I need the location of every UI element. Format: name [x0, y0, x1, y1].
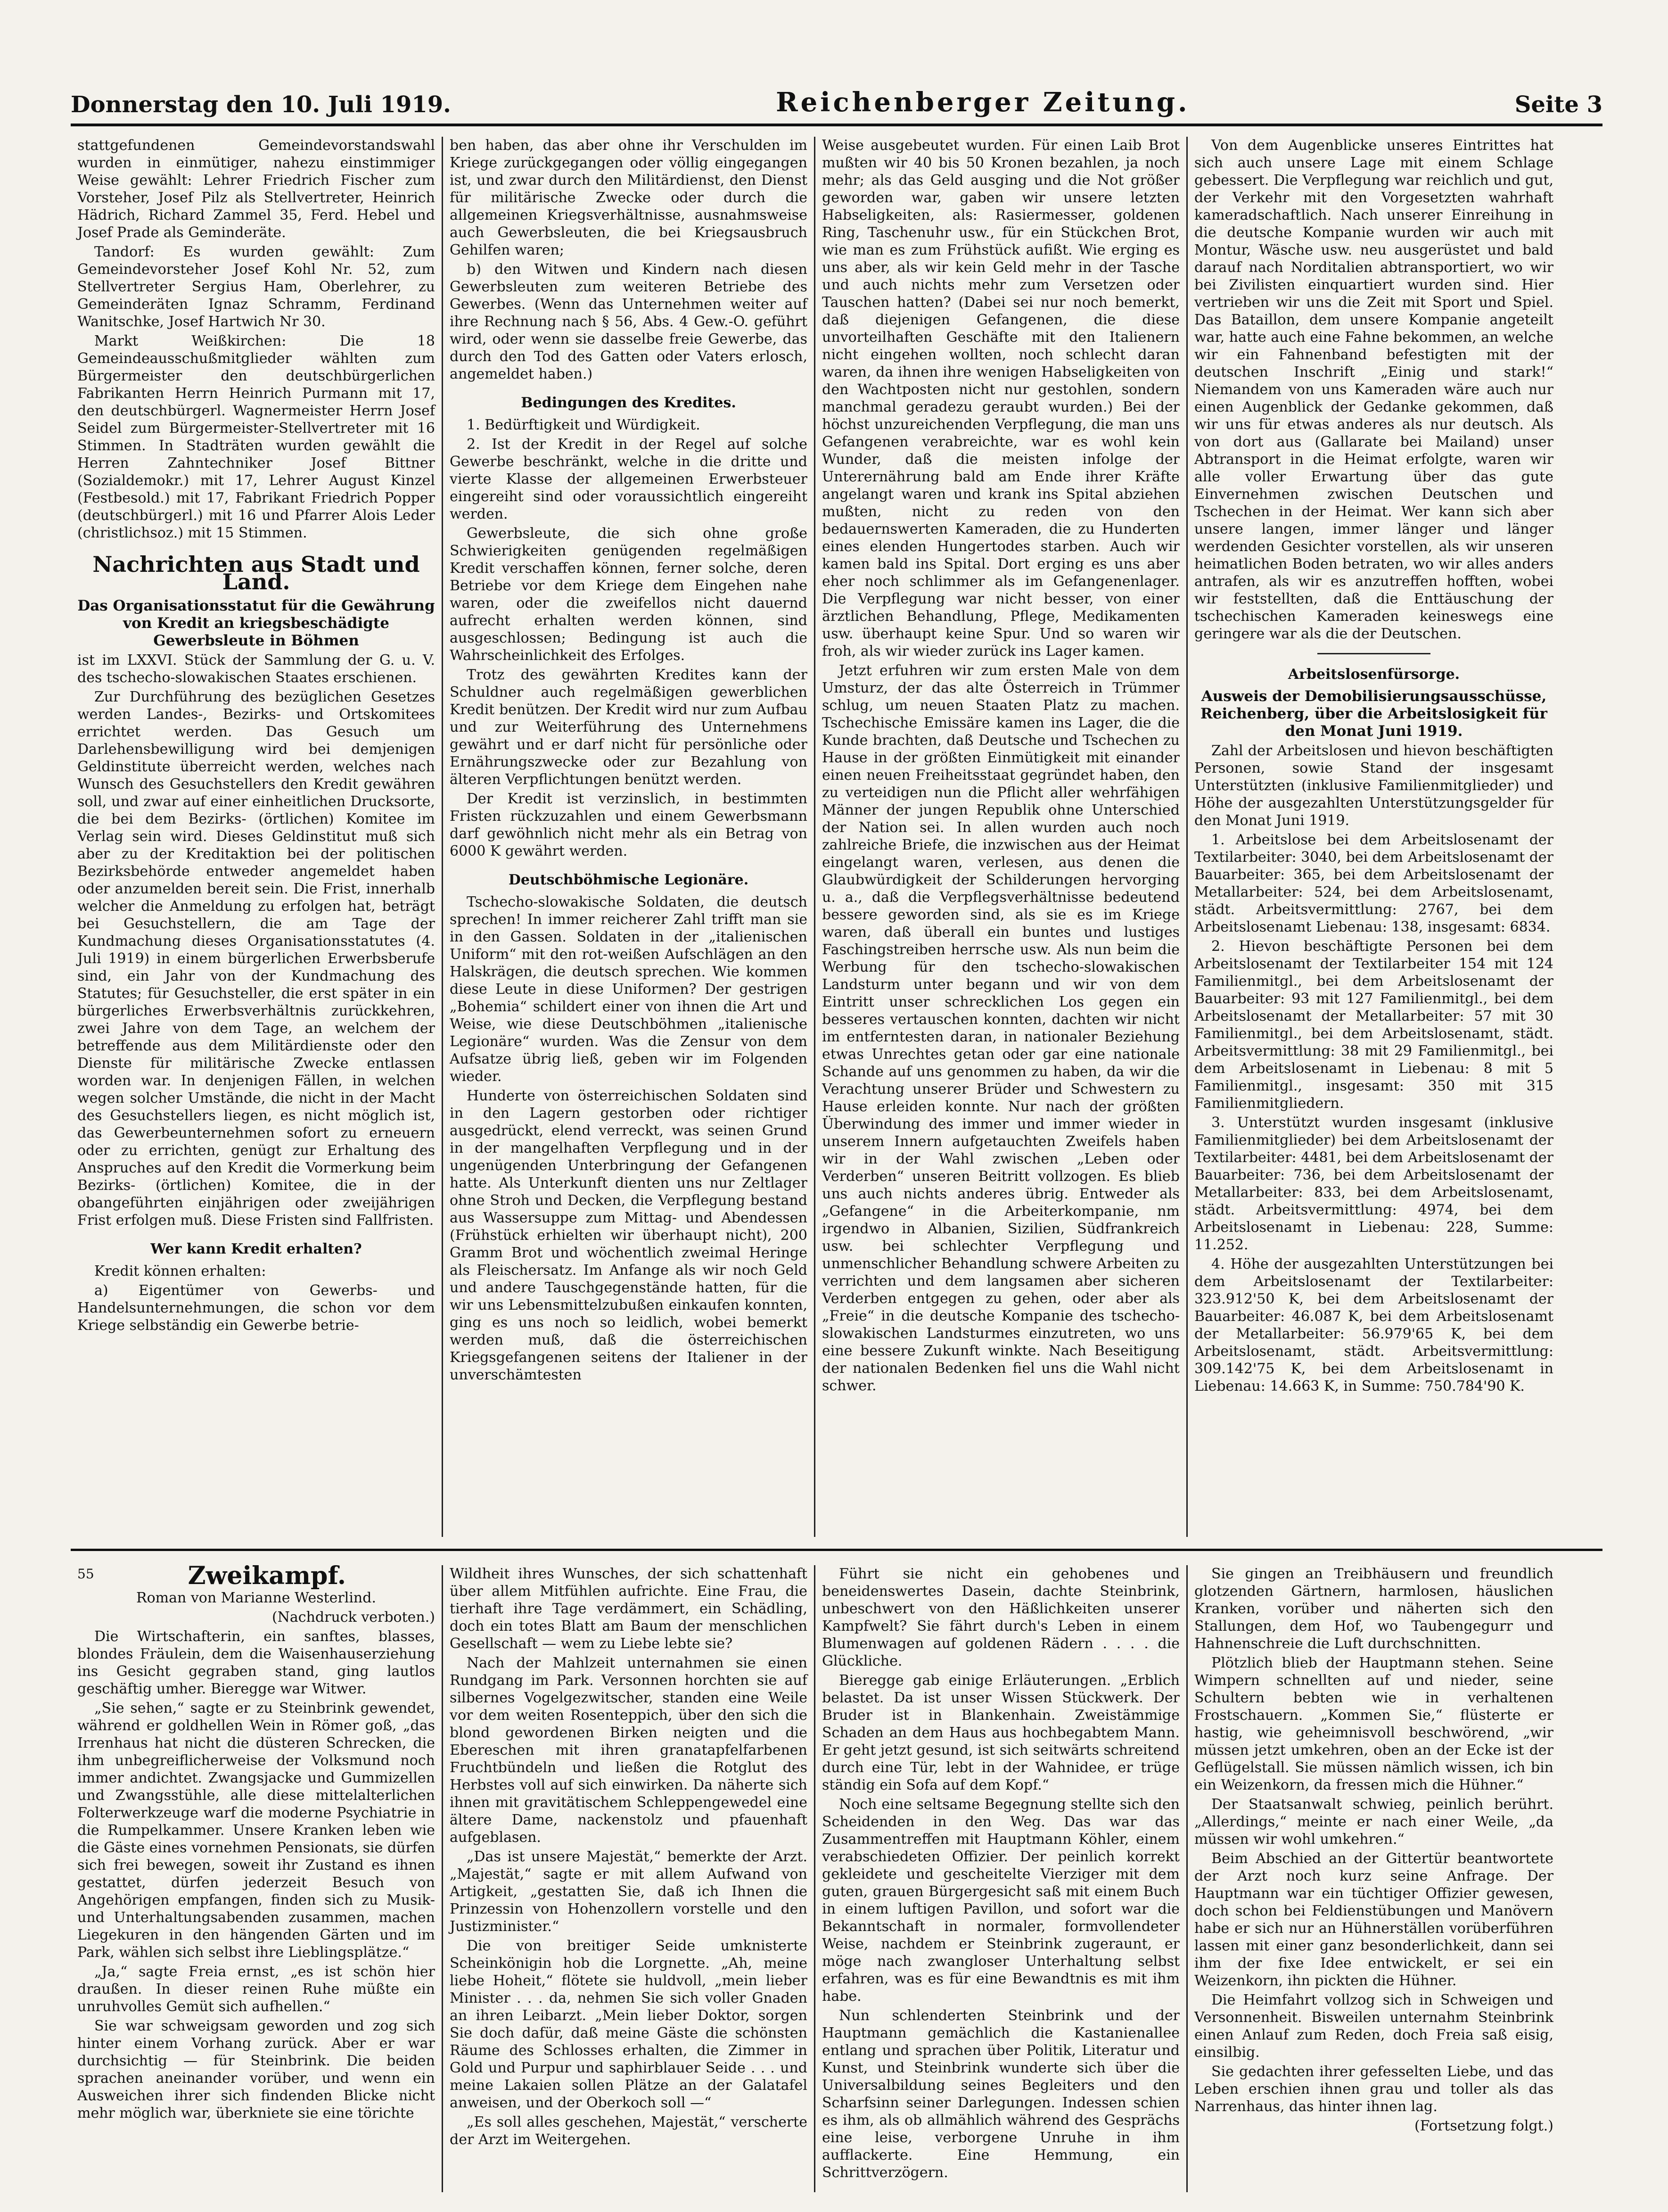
column-4	[1188, 137, 1560, 1537]
article-heading: Das Organisationsstatut für die Gewährung von Kredit an kriegsbeschädigte Gewerbsleute in Böhmen	[77, 597, 435, 649]
paragraph: 1. Bedürftigkeit und Würdigkeit.	[467, 417, 700, 433]
column-2	[443, 137, 815, 1537]
paragraph: Markt Weißkirchen: Die 18 Gemeindeausschußmitglieder wählten zum Bürgermeister den deutschbürgerlichen Fabrikanten Herrn Heinrich Purmann mit 17, den deutschbürgerl. Wagnermeister Herrn Josef Seidel zum Bürgermeister-Stellvertreter mit 16 Stimmen. In Stadträten wurden gewählt die Herren Zahntechniker Josef Bittner (Sozialdemokr.) mit 17, Lehrer August Kinzel (Festbesold.) mit 17, Fabrikant Friedrich Popper (deutschbürgerl.) mit 16 und Pfarrer Alois Leder (christlichsoz.) mit 15 Stimmen.	[77, 333, 435, 541]
feuilleton-column-4	[1188, 1565, 1560, 2192]
novel-author: Roman von Marianne Westerlind.	[136, 1590, 376, 1606]
continuation-note: (Fortsetzung folgt.)	[1414, 2118, 1553, 2134]
paragraph: Weise ausgebeutet wurden. Für einen Laib Brot mußten wir 40 bis 50 Kronen bezahlen, ja noch mehr; als das Geld ausging und die Not größer geworden war, gaben wir unsere letzten Habseligkeiten, als: Rasiermesser, goldenen Ring, Taschenuhr usw., für ein Stückchen Brot, wie man es zum Frühstück aufißt. Wie erging es uns aber, als wir kein Geld mehr in der Tasche und auch nichts mehr zum Versetzen oder Tauschen hatten? (Dabei sei nur noch bemerkt, daß diejenigen Gefangenen, die diese unvorteilhaften Geschäfte mit den Italienern nicht eingehen wollten, noch schlecht daran waren, da ihnen ihre wenigen Habseligkeiten von den Wachtposten nicht nur gestohlen, sondern manchmal geradezu geraubt wurden.) Bei der höchst unzureichenden Verpflegung, die man uns Gefangenen verabreichte, war es wohl kein Wunder, daß die meisten infolge der Unterernährung bald am Ende ihrer Kräfte angelangt waren und krank ins Spital abziehen mußten, nicht zu reden von den bedauernswerten Kameraden, die zu Hunderten eines elenden Hungertodes starben. Auch wir kamen bald ins Spital. Dort erging es uns aber eher noch schlimmer als im Gefangenenlager. Die Verpflegung war nicht besser, von einer ärztlichen Behandlung, Pflege, Medikamenten usw. überhaupt keine Spur. Und so waren wir froh, als wir wieder zurück ins Lager kamen.	[822, 137, 1180, 660]
paragraph: Führt sie nicht ein gehobenes und beneidenswertes Dasein, dachte Steinbrink, unbeschwert von den Häßlichkeiten unserer Kampfwelt? Sie fährt durch's Leben in einem Blumenwagen auf goldenen Rädern . . . . die Glückliche.	[822, 1566, 1180, 1669]
paragraph: a) Eigentümer von Gewerbs- und Handelsunternehmungen, die schon vor dem Kriege selbständig ein Gewerbe betrie-	[77, 1282, 435, 1334]
masthead	[71, 80, 1602, 118]
paragraph: b) den Witwen und Kindern nach diesen Gewerbsleuten zum weiteren Betriebe des Gewerbes. (Wenn das Unternehmen weiter auf ihre Rechnung nach § 56, Abs. 4 Gew.-O. geführt wird, oder wenn sie dasselbe freie Gewerbe, das durch den Tod des Gatten oder Vaters erlosch, angemeldet haben.)	[450, 261, 807, 382]
masthead-title: Reichenberger Zeitung.	[776, 87, 1190, 118]
paragraph: Sie gingen an Treibhäusern und freundlich glotzenden Gärtnern, harmlosen, häuslichen Kranken, vorüber und näherten sich den Stallungen, dem Hof, wo Taubengegurr und Hahnenschreie die Luft durchschnitten.	[1194, 1566, 1553, 1652]
paragraph: Noch eine seltsame Begegnung stellte sich den Scheidenden in den Weg. Das war das Zusammentreffen mit Hauptmann Köhler, einem verabschiedeten Offizier. Der peinlich korrekt gekleidete und gescheitelte Vierziger mit dem guten, grauen Bürgergesicht saß mit einem Buch in einem luftigen Pavillon, und sofort war die Bekanntschaft in normaler, formvollendeter Weise, nachdem er Steinbrink zugeraunt, er möge nach zwangloser Unterhaltung selbst erfahren, was es für eine Bewandtnis es mit ihm habe.	[822, 1796, 1180, 2005]
feuilleton-section	[71, 1565, 1602, 2192]
article-heading: Deutschböhmische Legionäre.	[508, 872, 749, 888]
masthead-date: Donnerstag den 10. Juli 1919.	[71, 91, 451, 118]
paragraph: Die von breitiger Seide umknisterte Scheinkönigin hob die Lorgnette. „Ah, meine liebe Hoheit,“ flötete sie huldvoll, „mein lieber Minister . . . da, nehmen Sie sich voller Gnaden an ihren Leibarzt. „Mein lieber Doktor, sorgen Sie doch dafür, daß meine Gäste die schönsten Räume des Schlosses erhalten, die Zimmer in Gold und Purpur und saphirblauer Seide . . . und meine Lakaien sollen Plätze an der Galatafel anweisen, und der Oberkoch soll —“	[450, 1938, 807, 2111]
paragraph: „Es soll alles geschehen, Majestät,“ verscherte der Arzt im Weitergehen.	[450, 2114, 807, 2148]
paragraph: Tandorf: Es wurden gewählt: Zum Gemeindevorsteher Josef Kohl Nr. 52, zum Stellvertreter Sergius Ham, Oberlehrer, zu Gemeinderäten Ignaz Schramm, Ferdinand Wanitschke, Josef Hartwich Nr 30.	[77, 244, 435, 330]
paragraph: Trotz des gewährten Kredites kann der Schuldner auch regelmäßigen gewerblichen Kredit benützen. Der Kredit wird nur zum Aufbau und zur Weiterführung des Unternehmens gewährt und er darf nicht für persönliche oder Ernährungszwecke oder zur Bezahlung von älteren Verpflichtungen benützt werden.	[450, 667, 807, 788]
paragraph: Der Staatsanwalt schwieg, peinlich berührt. „Allerdings,“ meinte er nach einer Weile, „da müssen wir wohl umkehren.“	[1194, 1796, 1553, 1848]
paragraph: Nun schlenderten Steinbrink und der Hauptmann gemächlich die Kastanienallee entlang und sprachen über Politik, Literatur und Kunst, und Steinbrink wunderte sich über die Universalbildung seines Begleiters und den Scharfsinn seiner Darlegungen. Indessen schien es ihm, als ob allmählich während des Gesprächs eine leise, verborgene Unruhe in ihm aufflackerte. Eine Hemmung, ein Schrittverzögern.	[822, 2007, 1180, 2181]
news-section	[71, 137, 1602, 1537]
section-heading: Nachrichten aus Stadt und Land.	[92, 552, 420, 594]
article-subheading: Ausweis der Demobilisierungsausschüsse, Reichenberg, über die Arbeitslosigkeit für den Monat Juni 1919.	[1200, 688, 1547, 740]
feuilleton-column-1	[71, 1565, 443, 2192]
paragraph: Zahl der Arbeitslosen und hievon beschäftigten Personen, sowie Stand der insgesamt Unterstützten (inklusive Familienmitglieder) und Höhe der ausgezahlten Unterstützungsgelder für den Monat Juni 1919.	[1194, 743, 1553, 829]
paragraph: Bieregge gab einige Erläuterungen. „Erblich belastet. Da ist unser Wissen Stückwerk. Der Bruder ist in Blankenhain. Zweistämmige Schaden an dem Haus aus hochbegabtem Mann. Er geht jetzt gesund, ist sich seitwärts schreitend durch eine Tür, lebt in der Wahnidee, er trüge ständig ein Sofa auf dem Kopf.“	[822, 1672, 1180, 1793]
paragraph: Sie war schweigsam geworden und zog sich hinter einem Vorhang zurück. Aber er war durchsichtig — für Steinbrink. Die beiden sprachen aneinander vorüber, und wenn ein Ausweichen ihrer sich findenden Blicke nicht mehr möglich war, überkniete sie eine törichte	[77, 2018, 435, 2121]
paragraph: „Das ist unsere Majestät,“ bemerkte der Arzt. „Majestät,“ sagte er mit allem Aufwand von Artigkeit, „gestatten Sie, daß ich Ihnen die Prinzessin von Hohenzollern vorstelle und den Justizminister.“	[450, 1849, 807, 1935]
paragraph: Hunderte von österreichischen Soldaten sind in den Lagern gestorben oder richtiger ausgedrückt, elend verreckt, was seinen Grund in der mangelhaften Verpflegung und in der ungenügenden Unterbringung der Gefangenen hatte. Als Unterkunft dienten uns nur Zeltlager ohne Stroh und Decken, die Verpflegung bestand aus Wassersuppe zum Mittag- und Abendessen (Frühstück erhielten wir überhaupt nicht), 200 Gramm Brot und wöchentlich zweimal Heringe als Fleischersatz. Im Anfange als wir noch Geld und andere Tauschgegenstände hatten, für die wir uns Lebensmittelzubußen einkaufen konnten, ging es uns noch so leidlich, wobei bemerkt werden muß, daß die österreichischen Kriegsgefangenen seitens der Italiener in der unverschämtesten	[450, 1088, 807, 1383]
paragraph: Sie gedachten ihrer gefesselten Liebe, und das Leben erschien ihnen grau und toller als das Narrenhaus, das hinter ihnen lag.	[1194, 2063, 1553, 2115]
paragraph: Die Heimfahrt vollzog sich in Schweigen und Versonnenheit. Bisweilen unternahm Steinbrink einen Anlauf zum Reden, doch Freia saß eisig, einsilbig.	[1194, 1992, 1553, 2061]
paragraph: 1. Arbeitslose bei dem Arbeitslosenamt der Textilarbeiter: 3040, bei dem Arbeitslosenamt der Bauarbeiter: 365, bei dem Arbeitslosenamt der Metallarbeiter: 524, bei dem Arbeitslosenamt, städt. Arbeitsvermittlung: 2767, bei dem Arbeitslosenamt Liebenau: 138, insgesamt: 6834.	[1194, 832, 1553, 935]
masthead-page: Seite 3	[1514, 91, 1602, 118]
novel-title: Zweikampf.	[188, 1565, 346, 1590]
subheading: Wer kann Kredit erhalten?	[150, 1241, 362, 1257]
paragraph: Nach der Mahlzeit unternahmen sie einen Rundgang im Park. Versonnen horchten sie auf silbernes Vogelgezwitscher, standen eine Weile vor dem weiten Rosenteppich, über den sich die blond gewordenen Birken neigten und die Ebereschen mit ihren granatapfelfarbenen Fruchtbündeln und ließen die Rotglut des Herbstes voll auf sich einwirken. Da näherte sich ihnen mit gravitätischem Schleppengewedel eine ältere Dame, nackenstolz und pfauenhaft aufgeblasen.	[450, 1655, 807, 1846]
column-3	[815, 137, 1188, 1537]
paragraph: Kredit können erhalten:	[94, 1263, 266, 1279]
article-heading: Arbeitslosenfürsorge.	[1288, 666, 1460, 683]
paragraph: 2. Hievon beschäftigte Personen bei dem Arbeitslosenamt der Textilarbeiter 154 mit 124 Familienmitgl., bei dem Arbeitslosenamt der Bauarbeiter: 93 mit 127 Familienmitgl., bei dem Arbeitslosenamt der Metallarbeiter: 57 mit 30 Familienmitgl., bei dem Arbeitslosenamt, städt. Arbeitsvermittlung: 38 mit 29 Familienmitgl., bei dem Arbeitslosenamt in Liebenau: 8 mit 5 Familienmitgl., insgesamt: 350 mit 315 Familienmitgliedern.	[1194, 938, 1553, 1112]
paragraph: 2. Ist der Kredit in der Regel auf solche Gewerbe beschränkt, welche in die dritte und vierte Klasse der allgemeinen Erwerbsteuer eingereiht sind oder voraussichtlich eingereiht werden.	[450, 436, 807, 522]
paragraph: „Ja,“ sagte Freia ernst, „es ist schön hier draußen. In dieser reinen Ruhe müßte ein unruhvolles Gemüt sich aufhellen.“	[77, 1964, 435, 2015]
paragraph: Der Kredit ist verzinslich, in bestimmten Fristen rückzuzahlen und einem Gewerbsmann darf gewöhnlich nicht mehr als ein Betrag von 6000 K gewährt werden.	[450, 791, 807, 859]
paragraph: Die Wirtschafterin, ein sanftes, blasses, blondes Fräulein, dem die Waisenhauserziehung ins Gesicht gegraben stand, ging lautlos geschäftig umher. Bieregge war Witwer.	[77, 1628, 435, 1697]
paragraph: 4. Höhe der ausgezahlten Unterstützungen bei dem Arbeitslosenamt der Textilarbeiter: 323.912'50 K, bei dem Arbeitslosenamt der Bauarbeiter: 46.087 K, bei dem Arbeitslosenamt der Metallarbeiter: 56.979'65 K, bei dem Arbeitslosenamt, städt. Arbeitsvermittlung: 309.142'75 K, bei dem Arbeitslosenamt in Liebenau: 14.663 K, in Summe: 750.784'90 K.	[1194, 1256, 1553, 1395]
paragraph: Gewerbsleute, die sich ohne große Schwierigkeiten genügenden regelmäßigen Kredit verschaffen können, ferner solche, deren Betriebe vor dem Kriege dem Eingehen nahe waren, oder die zweifellos nicht dauernd aufrecht erhalten werden können, sind ausgeschlossen; Bedingung ist auch die Wahrscheinlichkeit des Erfolges.	[450, 525, 807, 664]
feuilleton-column-3	[815, 1565, 1188, 2192]
paragraph: Wildheit ihres Wunsches, der sich schattenhaft über allem Mitfühlen aufrichte. Eine Frau, die tierhaft ihre Tage verdämmert, ein Schädling, doch ein totes Blatt am Baum der menschlichen Gesellschaft — wem zu Liebe lebte sie?	[450, 1566, 807, 1652]
feuilleton-divider	[71, 1549, 1602, 1551]
installment-number: 55	[77, 1566, 94, 1582]
divider	[1317, 653, 1430, 654]
feuilleton-column-2	[443, 1565, 815, 2192]
paragraph: Beim Abschied an der Gittertür beantwortete der Arzt noch kurz seine Anfrage. Der Hauptmann war ein tüchtiger Offizier gewesen, doch schon bei Feldienstübungen und Manövern habe er sich nur an Hühnerställen vorüberführen lassen mit einer ganz besonderlichkeit, dann sei ihm der fixe Idee entwickelt, er sei ein Weizenkorn, ihn pickten die Hühner.	[1194, 1850, 1553, 1989]
paragraph: 3. Unterstützt wurden insgesamt (inklusive Familienmitglieder) bei dem Arbeitslosenamt der Textilarbeiter: 4481, bei dem Arbeitslosenamt der Bauarbeiter: 736, bei dem Arbeitslosenamt der Metallarbeiter: 833, bei dem Arbeitslosenamt, städt. Arbeitsvermittlung: 4974, bei dem Arbeitslosenamt in Liebenau: 228, Summe: 11.252.	[1194, 1114, 1553, 1253]
reprint-notice: (Nachdruck verboten.)	[271, 1609, 435, 1626]
paragraph: Jetzt erfuhren wir zum ersten Male von dem Umsturz, der das alte Österreich in Trümmer schlug, um neuen Staaten Platz zu machen. Tschechische Emissäre kamen ins Lager, die die Kunde brachten, daß Deutsche und Tschechen zu Hause in der größten Einmütigkeit mit einander einen neuen Freiheitsstaat gegründet haben, den zu verteidigen nun die Pflicht aller wehrfähigen Männer der jungen Republik ohne Unterschied der Nation sei. In allen wurden auch noch zahlreiche Briefe, die inzwischen aus der Heimat eingelangt waren, verlesen, aus denen die Glaubwürdigkeit der Schilderungen hervorging u. a., daß die Verpflegsverhältnisse bedeutend bessere geworden sind, als sie es im Kriege waren, daß überall ein buntes und lustiges Faschingstreiben herrsche usw. Als nun beim die Werbung für den tschecho-slowakischen Landsturm unter begann und wir von dem Eintritt unser schrecklichen Los gegen ein besseres vertauschen konnten, dachten wir nicht im entferntesten daran, in nationaler Beziehung etwas Unrechtes getan oder gar eine nationale Schande auf uns genommen zu haben, da wir die Verachtung unserer Brüder und Schwestern zu Hause erleiden konnte. Nur nach der größten Überwindung des immer und immer wieder in unserem Innern aufgetauchten Zweifels haben wir in der Wahl zwischen „Leben oder Verderben“ unseren Beitritt vollzogen. Es blieb uns auch nichts anderes übrig. Entweder als „Gefangene“ in die Arbeiterkompanie, nm irgendwo in Albanien, Sizilien, Südfrankreich usw. bei schlechter Verpflegung und unmenschlicher Behandlung schwere Arbeiten zu verrichten und dem langsamen aber sicheren Verderben entgegen zu gehen, oder aber als „Freie“ in die deutsche Kompanie des tschecho-slowakischen Landsturmes einzutreten, wo uns eine bessere Zukunft winkte. Nach Beseitigung der nationalen Bedenken fiel uns die Wahl nicht schwer.	[822, 662, 1180, 1394]
paragraph: Zur Durchführung des bezüglichen Gesetzes werden Landes-, Bezirks- und Ortskomitees errichtet werden. Das Gesuch um Darlehensbewilligung wird bei demjenigen Geldinstitute überreicht werden, welches nach Wunsch des Gesuchstellers den Kredit gewähren soll, und zwar auf einer einheitlichen Drucksorte, die bei dem Bezirks- (örtlichen) Komitee im Verlag sein wird. Dieses Geldinstitut muß sich aber zu der Kreditaktion bei der politischen Bezirksbehörde entweder angemeldet haben oder anzumelden bereit sein. Die Frist, innerhalb welcher die Anmeldung zu erfolgen hat, beträgt bei Gesuchstellern, die am Tage der Kundmachung dieses Organisationsstatutes (4. Juli 1919) in einem bürgerlichen Erwerbsberufe sind, ein Jahr von der Kundmachung des Statutes; für Gesuchsteller, die erst später in ein bürgerliches Erwerbsverhältnis zurückkehren, zwei Jahre von dem Tage, an welchem der betreffende aus dem Militärdienste oder den Dienste für militärische Zwecke entlassen worden war. In denjenigen Fällen, in welchen wegen solcher Umstände, die nicht in der Macht des Gesuchstellers liegen, es nicht möglich ist, das Gewerbeunternehmen sofort zu erneuern oder zu errichten, genügt zur Erhaltung des Anspruches auf den Kredit die Vormerkung beim Bezirks- (örtlichen) Komitee, die in der obangeführten einjährigen oder zweijährigen Frist erfolgen muß. Diese Fristen sind Fallfristen.	[77, 689, 435, 1229]
paragraph: ben haben, das aber ohne ihr Verschulden im Kriege zurückgegangen oder völlig eingegangen ist, und zwar durch den Militärdienst, den Dienst für militärische Zwecke oder durch die allgemeinen Kriegsverhältnisse, ausnahmsweise auch Gewerbsleuten, die bei Kriegsausbruch Gehilfen waren;	[450, 137, 807, 258]
column-1	[71, 137, 443, 1537]
paragraph: ist im LXXVI. Stück der Sammlung der G. u. V. des tschecho-slowakischen Staates erschienen.	[77, 652, 435, 686]
paragraph: Plötzlich blieb der Hauptmann stehen. Seine Wimpern schnellten auf und nieder, seine Schultern bebten wie in verhaltenen Frostschauern. „Kommen Sie,“ flüsterte er hastig, wie geheimnisvoll beschwörend, „wir müssen jetzt umkehren, oben an der Ecke ist der Geflügelstall. Sie müssen nämlich wissen, ich bin ein Weizenkorn, da fressen mich die Hühner.“	[1194, 1655, 1553, 1793]
paragraph: Von dem Augenblicke unseres Eintrittes hat sich auch unsere Lage mit einem Schlage gebessert. Die Verpflegung war reichlich und gut, der Verkehr mit den Vorgesetzten wahrhaft kameradschaftlich. Nach unserer Einreihung in die deutsche Kompanie wurden wir auch mit Montur, Wäsche usw. neu ausgerüstet und bald darauf nach Norditalien abtransportiert, wo wir bei Zivilisten einquartiert wurden sind. Hier vertrieben wir uns die Zeit mit Sport und Spiel. Das Bataillon, dem unsere Kompanie angeteilt war, hatte auch eine Fahne bekommen, an welche wir ein Fahnenband befestigten mit der deutschen Inschrift „Einig und stark!“ Niemandem von uns Kameraden wäre auch nur einen Augenblick der Gedanke gekommen, daß wir uns für etwas anderes als nur deutsch. Als von dort aus (Gallarate bei Mailand) unser Abtransport in die Heimat erfolgte, waren wir alle voller Erwartung über das gute Einvernehmen zwischen Deutschen und Tschechen in der Heimat. Wer kann sich aber unsere langen, immer länger und länger werdenden Gesichter vorstellen, als wir unseren heimatlichen Boden betraten, wo wir alles anders antrafen, als wir es anzutreffen hofften, wobei wir feststellten, daß die Enttäuschung der tschechischen Kameraden keineswegs eine geringere war als die der Deutschen.	[1194, 137, 1553, 642]
paragraph: „Sie sehen,“ sagte er zu Steinbrink gewendet, während er goldhellen Wein in Römer goß, „das Irrenhaus hat nicht die düsteren Schrecken, die ihm unbegreiflicherweise der Volksmund noch immer andichtet. Zwangsjacke und Gummizellen und Zwangsstühle, alle diese mittelalterlichen Folterwerkzeuge warf die moderne Psychiatrie in die Rumpelkammer. Unsere Kranken leben wie die Gäste eines vornehmen Pensionats, sie dürfen sich frei bewegen, soweit ihr Zustand es ihnen gestattet, dürfen jederzeit Besuch von Angehörigen empfangen, finden sich zu Musik- und Unterhaltungsabenden zusammen, machen Liegekuren in den hängenden Gärten und im Park, wählen sich selbst ihre Lieblingsplätze.“	[77, 1700, 435, 1961]
paragraph: Tschecho-slowakische Soldaten, die deutsch sprechen! In immer reicherer Zahl trifft man sie in den Gassen. Soldaten in der „italienischen Uniform“ mit den rot-weißen Aufschlägen an den Halskrägen, die deutsch sprechen. Wie kommen diese Leute in diese Uniformen? Der gestrigen „Bohemia“ schildert einer von ihnen die Art und Weise, wie diese Deutschböhmen „italienische Legionäre“ wurden. Was die Zensur von dem Aufsatze übrig ließ, geben wir im Folgenden wieder.	[450, 894, 807, 1085]
subheading: Bedingungen des Kredites.	[521, 395, 736, 411]
masthead-rule	[71, 124, 1602, 126]
paragraph: stattgefundenen Gemeindevorstandswahl wurden in einmütiger, nahezu einstimmiger Weise gewählt: Lehrer Friedrich Fischer zum Vorsteher, Josef Pilz als Stellvertreter, Heinrich Hädrich, Richard Zammel 35, Ferd. Hebel und Josef Prade als Geminderäte.	[77, 137, 435, 241]
